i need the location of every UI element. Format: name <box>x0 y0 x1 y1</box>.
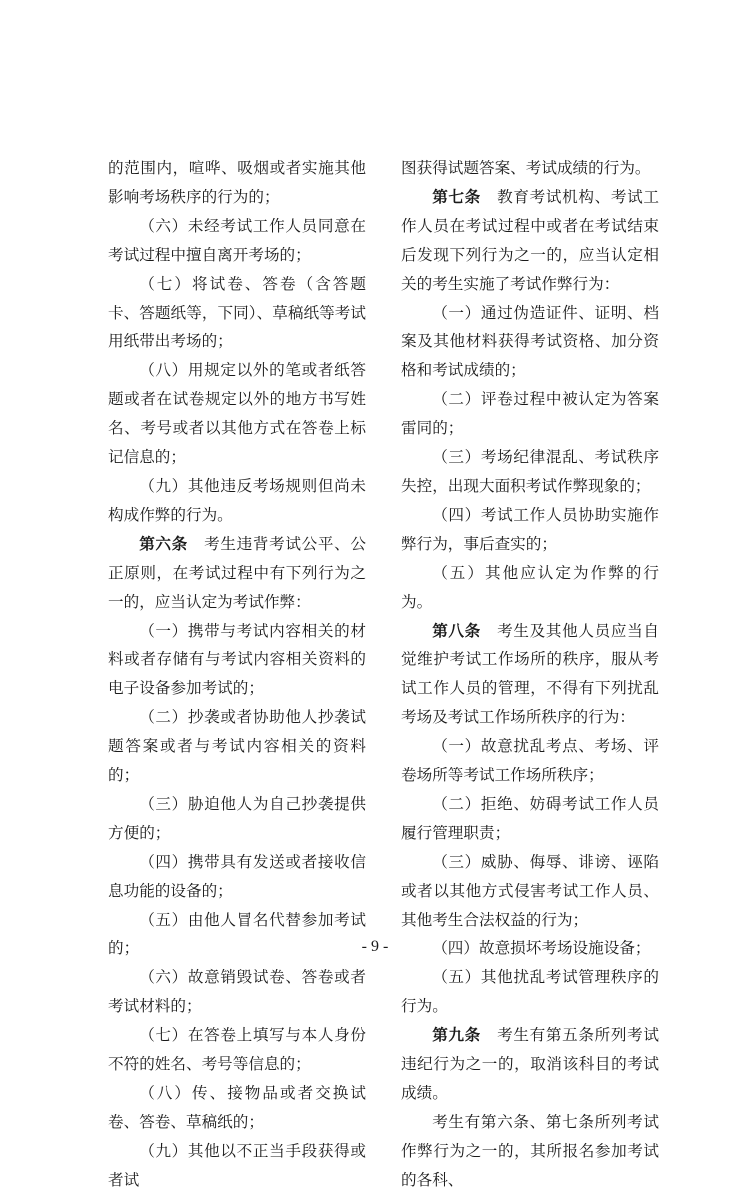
paragraph-text: （八）传、接物品或者交换试卷、答卷、草稿纸的； <box>108 1084 366 1131</box>
paragraph <box>401 963 659 1021</box>
paragraph-text: 教育考试机构、考试工作人员在考试过程中或者在考试结束后发现下列行为之一的，应当认定相关的考生实施了考试作弊行为： <box>401 187 659 293</box>
paragraph <box>108 472 366 530</box>
left-column <box>108 154 366 1195</box>
paragraph-text: （四）故意损坏考场设施设备； <box>432 939 651 958</box>
paragraph-text: （一）故意扰乱考点、考场、评卷场所等考试工作场所秩序； <box>401 737 659 785</box>
paragraph <box>401 848 659 935</box>
paragraph <box>401 732 659 790</box>
article-heading: 第九条 <box>432 1026 481 1045</box>
paragraph-text: 图获得试题答案、考试成绩的行为。 <box>401 159 651 177</box>
paragraph <box>108 530 366 617</box>
paragraph-text: （四）考试工作人员协助实施作弊行为，事后查实的； <box>401 505 659 553</box>
paragraph-text: 考生有第六条、第七条所列考试作弊行为之一的，其所报名参加考试的各科、 <box>401 1112 659 1189</box>
paragraph-text: （三）威胁、侮辱、诽谤、诬陷或者以其他方式侵害考试工作人员、其他考生合法权益的行为； <box>401 852 659 929</box>
paragraph <box>401 1108 659 1195</box>
paragraph <box>108 356 366 472</box>
paragraph-text: 考生违背考试公平、公正原则，在考试过程中有下列行为之一的，应当认定为考试作弊： <box>108 534 366 611</box>
paragraph-text: （六）故意销毁试卷、答卷或者考试材料的； <box>108 968 366 1016</box>
paragraph <box>401 1021 659 1108</box>
paragraph-text: （五）由他人冒名代替参加考试的； <box>108 910 366 958</box>
article-heading: 第八条 <box>432 621 481 640</box>
paragraph-text: （一）通过伪造证件、证明、档案及其他材料获得考试资格、加分资格和考试成绩的； <box>401 303 659 380</box>
paragraph-text: 考生及其他人员应当自觉维护考试工作场所的秩序，服从考试工作人员的管理，不得有下列扰乱考场及考试工作场所秩序的行为： <box>401 621 659 727</box>
paragraph <box>108 963 366 1021</box>
paragraph <box>108 1137 366 1195</box>
paragraph-text: （九）其他以不正当手段获得或者试 <box>108 1141 366 1189</box>
paragraph <box>108 617 366 704</box>
paragraph-text: （七）在答卷上填写与本人身份不符的姓名、考号等信息的； <box>108 1026 366 1074</box>
paragraph <box>108 270 366 357</box>
paragraph-text: （二）评卷过程中被认定为答案雷同的； <box>401 390 659 438</box>
paragraph-text: （九）其他违反考场规则但尚未构成作弊的行为。 <box>108 476 366 524</box>
paragraph <box>401 299 659 386</box>
paragraph <box>108 703 366 790</box>
paragraph <box>108 1021 366 1079</box>
paragraph-text: （二）拒绝、妨碍考试工作人员履行管理职责； <box>401 794 659 842</box>
right-column <box>401 154 659 1195</box>
paragraph <box>108 848 366 906</box>
paragraph <box>108 212 366 270</box>
paragraph-text: （七）将试卷、答卷（含答题卡、答题纸等，下同）、草稿纸等考试用纸带出考场的； <box>108 274 366 351</box>
paragraph <box>401 501 659 559</box>
paragraph <box>401 385 659 443</box>
article-heading: 第七条 <box>432 187 481 206</box>
paragraph <box>401 183 659 299</box>
paragraph-text: （三）考场纪律混乱、考试秩序失控，出现大面积考试作弊现象的； <box>401 448 659 495</box>
paragraph <box>401 617 659 733</box>
paragraph-text: （四）携带具有发送或者接收信息功能的设备的； <box>108 852 366 900</box>
paragraph-text: （二）抄袭或者协助他人抄袭试题答案或者与考试内容相关的资料的； <box>108 708 366 785</box>
paragraph-text: 的范围内，喧哗、吸烟或者实施其他影响考场秩序的行为的； <box>108 159 366 206</box>
paragraph <box>401 154 659 183</box>
paragraph-text: （一）携带与考试内容相关的材料或者存储有与考试内容相关资料的电子设备参加考试的； <box>108 621 366 698</box>
paragraph-text: （三）胁迫他人为自己抄袭提供方便的； <box>108 794 366 842</box>
paragraph <box>108 790 366 848</box>
paragraph-text: （五）其他应认定为作弊的行为。 <box>401 563 659 611</box>
paragraph <box>401 790 659 848</box>
paragraph-text: （六）未经考试工作人员同意在考试过程中擅自离开考场的； <box>108 216 366 264</box>
paragraph <box>401 443 659 501</box>
page-number: - 9 - <box>361 938 389 955</box>
paragraph-text: 考生有第五条所列考试违纪行为之一的，取消该科目的考试成绩。 <box>401 1026 659 1102</box>
paragraph <box>108 1079 366 1137</box>
paragraph <box>108 154 366 212</box>
article-heading: 第六条 <box>139 534 188 553</box>
paragraph-text: （五）其他扰乱考试管理秩序的行为。 <box>401 968 659 1016</box>
paragraph <box>401 559 659 617</box>
paragraph-text: （八）用规定以外的笔或者纸答题或者在试卷规定以外的地方书写姓名、考号或者以其他方式在答卷上标记信息的； <box>108 361 366 467</box>
